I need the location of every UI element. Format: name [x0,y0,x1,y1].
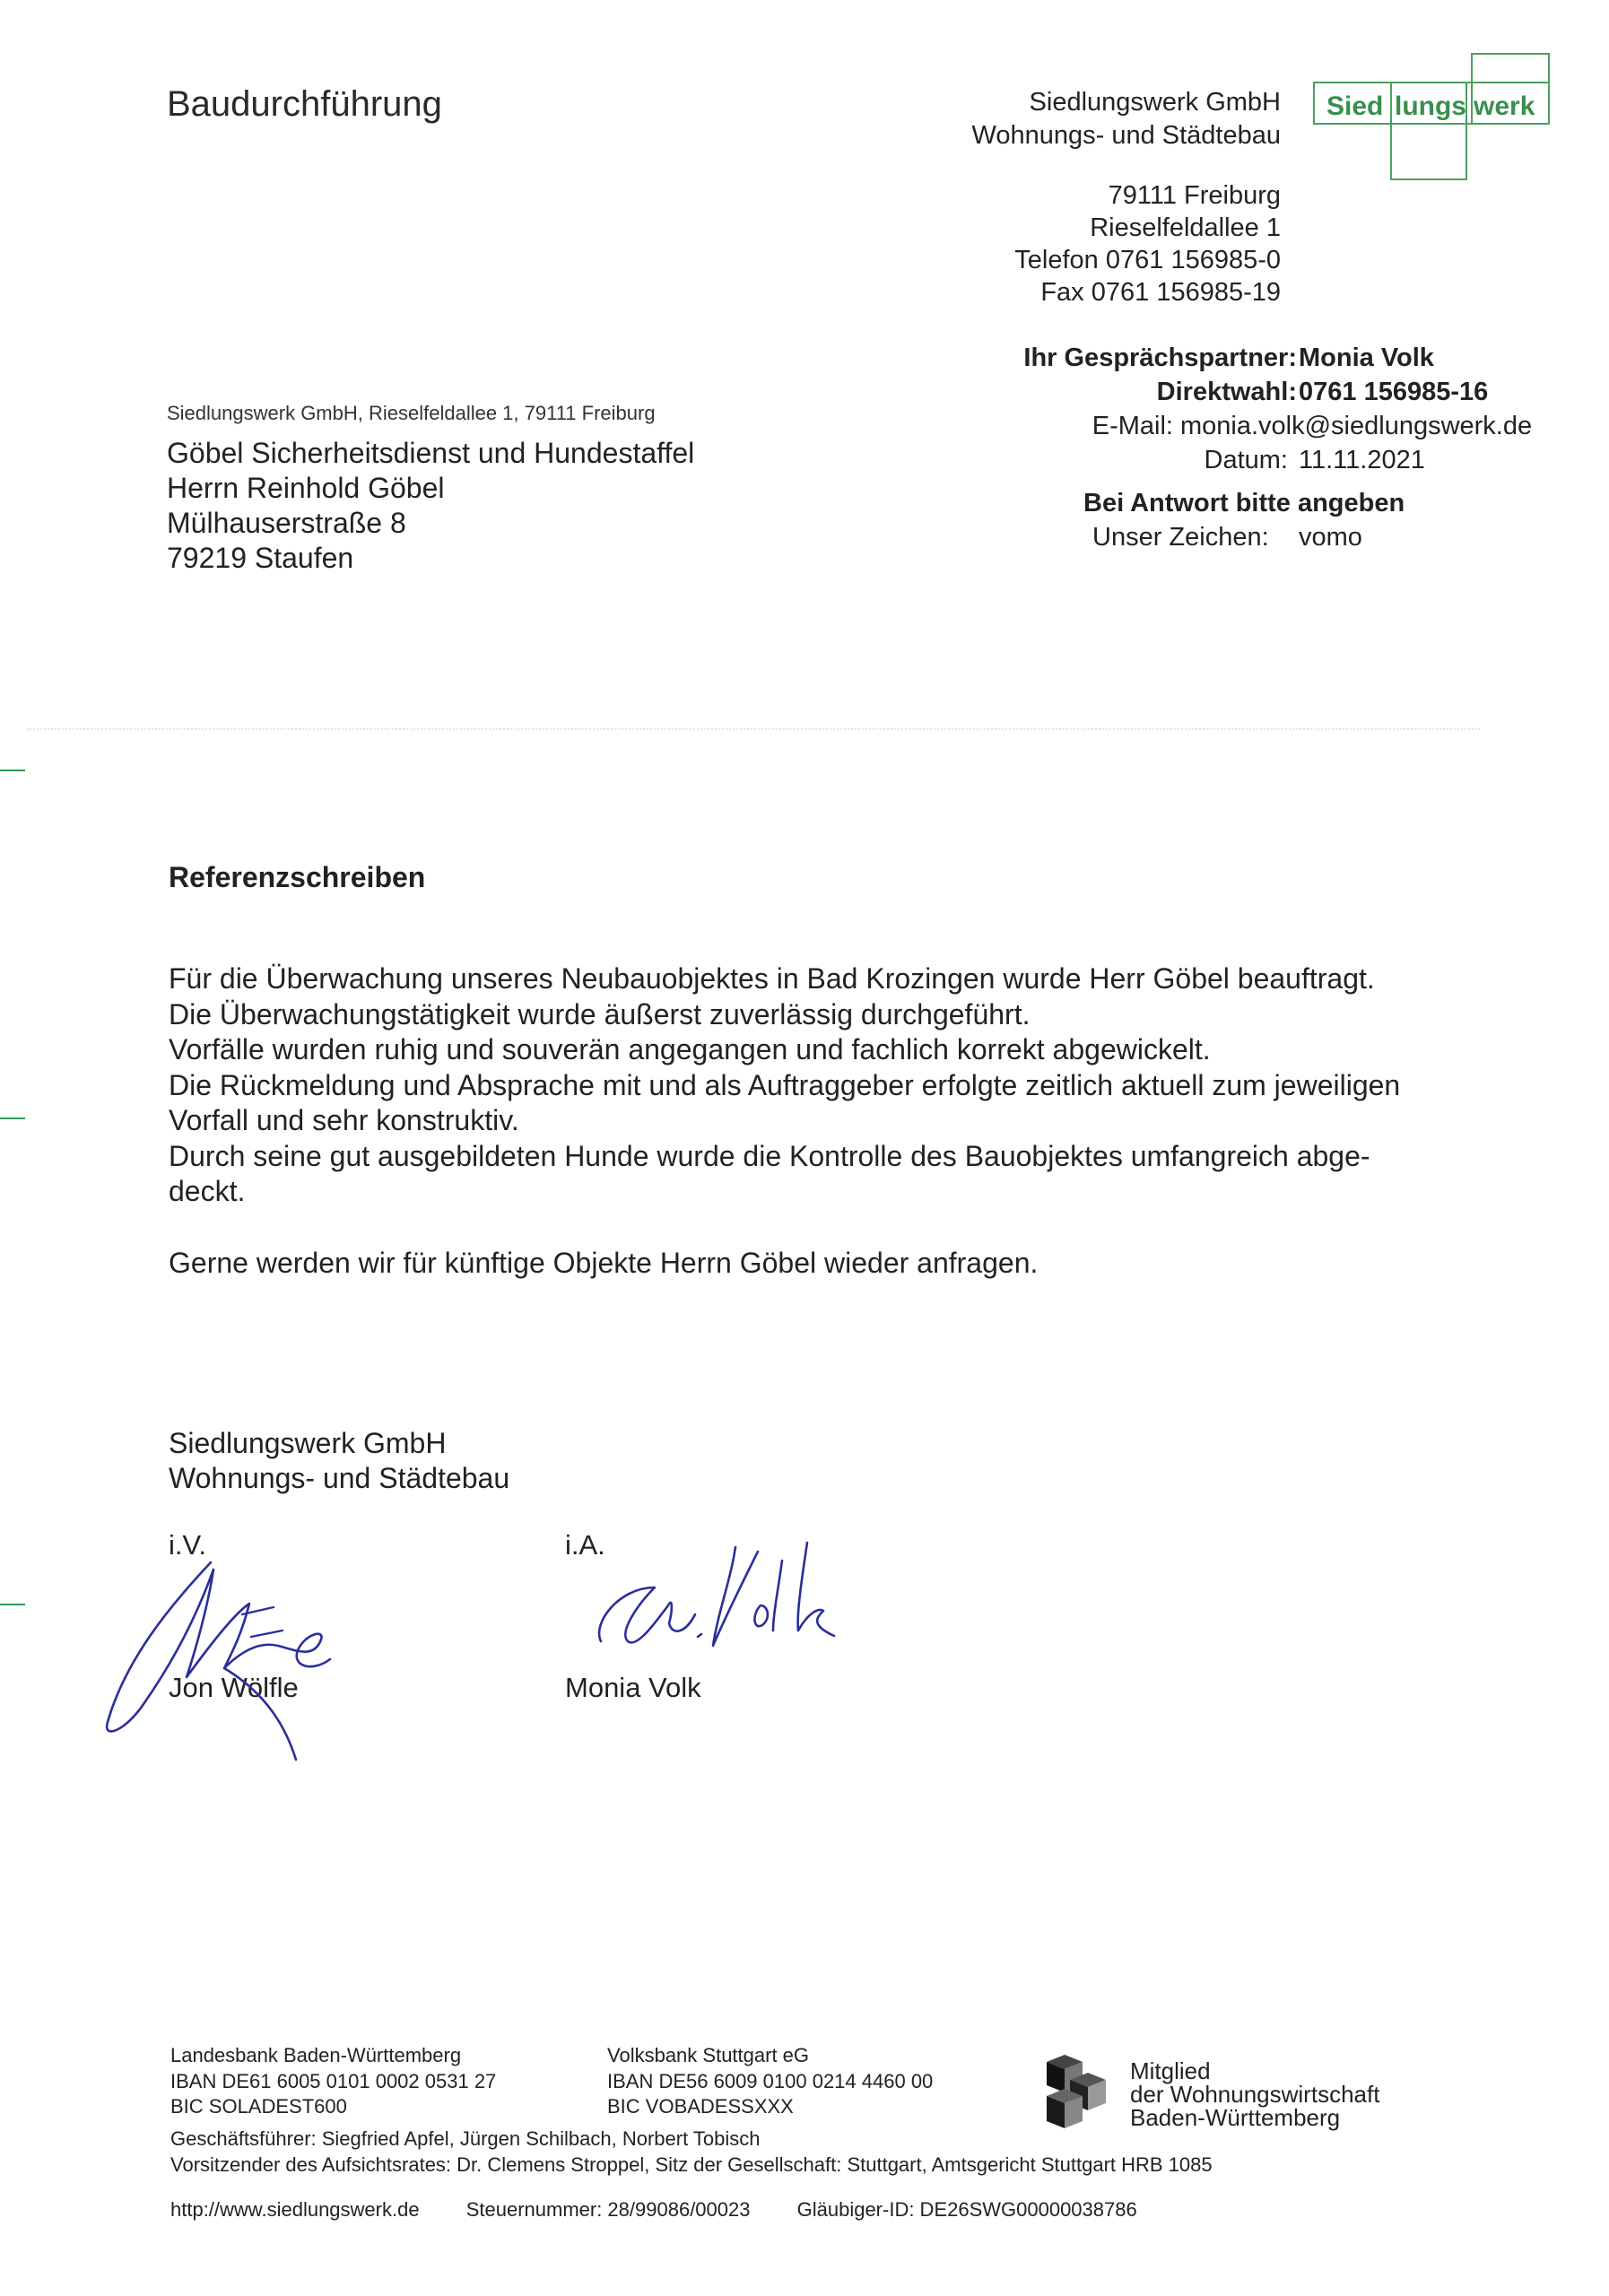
handwritten-signature-left [90,1552,341,1767]
reply-note-text: Bei Antwort bitte angeben [1083,489,1405,517]
body-paragraph: Durch seine gut ausgebildeten Hunde wurde die Kontrolle des Bauobjektes umfangreich abge- [169,1139,1370,1172]
member-line: Baden-Württemberg [1130,2104,1341,2131]
company-address [1014,179,1281,309]
date-label: Datum: [1204,446,1288,474]
date-value: 11.11.2021 [1299,446,1425,474]
siedlungswerk-logo [1312,52,1551,181]
member-line: Mitglied [1130,2057,1211,2084]
recipient-person: Herrn Reinhold Göbel [167,472,445,504]
letter-subject: Referenzschreiben [169,861,426,893]
handwritten-signature-right [583,1525,852,1659]
company-subtitle: Wohnungs- und Städtebau [971,121,1281,150]
closing-company [169,1426,509,1496]
email-value[interactable]: monia.volk@siedlungswerk.de [1180,412,1533,440]
company-block [971,86,1281,152]
website-link[interactable]: http://www.siedlungswerk.de [170,2198,420,2221]
fold-mark-top [0,770,25,771]
body-paragraph: Vorfälle wurden ruhig und souverän angegangen und fachlich korrekt abgewickelt. [169,1033,1211,1065]
bank1-iban: IBAN DE61 6005 0101 0002 0531 27 [170,2069,497,2092]
association-membership [1130,2059,1379,2129]
recipient-street: Mülhauserstraße 8 [167,507,406,539]
management-info [170,2126,1213,2178]
ref-value: vomo [1299,523,1362,552]
bank-details-2 [607,2043,933,2120]
logo-text-2: lungs [1395,91,1466,121]
department-title: Baudurchführung [167,84,442,124]
ref-label: Unser Zeichen: [1092,523,1269,552]
body-paragraph: Gerne werden wir für künftige Objekte Herrn Göbel wieder anfragen. [169,1246,1039,1279]
bank2-name: Volksbank Stuttgart eG [607,2044,810,2066]
body-paragraph: Vorfall und sehr konstruktiv. [169,1104,519,1136]
punch-mark [0,1118,25,1119]
recipient-company: Göbel Sicherheitsdienst und Hundestaffel [167,437,695,469]
partner-value: Monia Volk [1299,344,1434,372]
recipient-city: 79219 Staufen [167,542,354,574]
signatory-name-right: Monia Volk [565,1672,701,1703]
address-fax: Fax 0761 156985-19 [1040,278,1281,307]
signature-prefix-left: i.V. [169,1529,206,1561]
body-paragraph: Die Rückmeldung und Absprache mit und als Auftraggeber erfolgte zeitlich aktuell zum jeweiligen [169,1068,1401,1101]
direct-value: 0761 156985-16 [1299,378,1489,406]
signatory-name-left: Jon Wölfle [169,1672,299,1703]
bank1-bic: BIC SOLADEST600 [170,2095,347,2118]
body-paragraph: deckt. [169,1175,246,1207]
bank-details-1 [170,2043,496,2120]
recipient-address [167,436,694,576]
body-paragraph: Für die Überwachung unseres Neubauobjektes in Bad Krozingen wurde Herr Göbel beauftragt. [169,962,1375,995]
address-phone: Telefon 0761 156985-0 [1014,246,1281,274]
bank2-iban: IBAN DE56 6009 0100 0214 4460 00 [607,2069,934,2092]
signature-prefix-right: i.A. [565,1529,605,1561]
logo-text-3: werk [1474,91,1535,121]
member-line: der Wohnungswirtschaft [1130,2081,1380,2108]
closing-company-subtitle: Wohnungs- und Städtebau [169,1462,510,1494]
direct-label: Direktwahl: [1156,378,1297,406]
board-line: Vorsitzender des Aufsichtsrates: Dr. Clemens Stroppel, Sitz der Gesellschaft: Stuttgart, Amtsgericht Stuttgart HRB 1085 [170,2152,1213,2176]
email-label: E-Mail: [1092,412,1173,440]
bank2-bic: BIC VOBADESSXXX [607,2095,794,2118]
sender-line: Siedlungswerk GmbH, Rieselfeldallee 1, 79111 Freiburg [167,402,656,424]
fold-mark-bottom [0,1604,25,1605]
letter-body [169,961,1550,1281]
managers-line: Geschäftsführer: Siegfried Apfel, Jürgen Schilbach, Norbert Tobisch [170,2127,761,2150]
creditor-id: Gläubiger-ID: DE26SWG00000038786 [796,2198,1137,2221]
bank1-name: Landesbank Baden-Württemberg [170,2044,462,2066]
body-paragraph: Die Überwachungstätigkeit wurde äußerst zuverlässig durchgeführt. [169,997,1031,1031]
address-city: 79111 Freiburg [1108,181,1281,210]
faint-separator [27,728,1480,730]
logo-text-1: Sied [1326,91,1384,121]
closing-company-name: Siedlungswerk GmbH [169,1427,447,1459]
address-street: Rieselfeldallee 1 [1090,213,1281,242]
association-cube-icon [1043,2049,1108,2132]
footer-links [170,2197,1178,2223]
partner-label: Ihr Gesprächspartner: [1023,344,1297,372]
company-name: Siedlungswerk GmbH [1029,88,1281,117]
tax-number: Steuernummer: 28/99086/00023 [465,2198,751,2221]
